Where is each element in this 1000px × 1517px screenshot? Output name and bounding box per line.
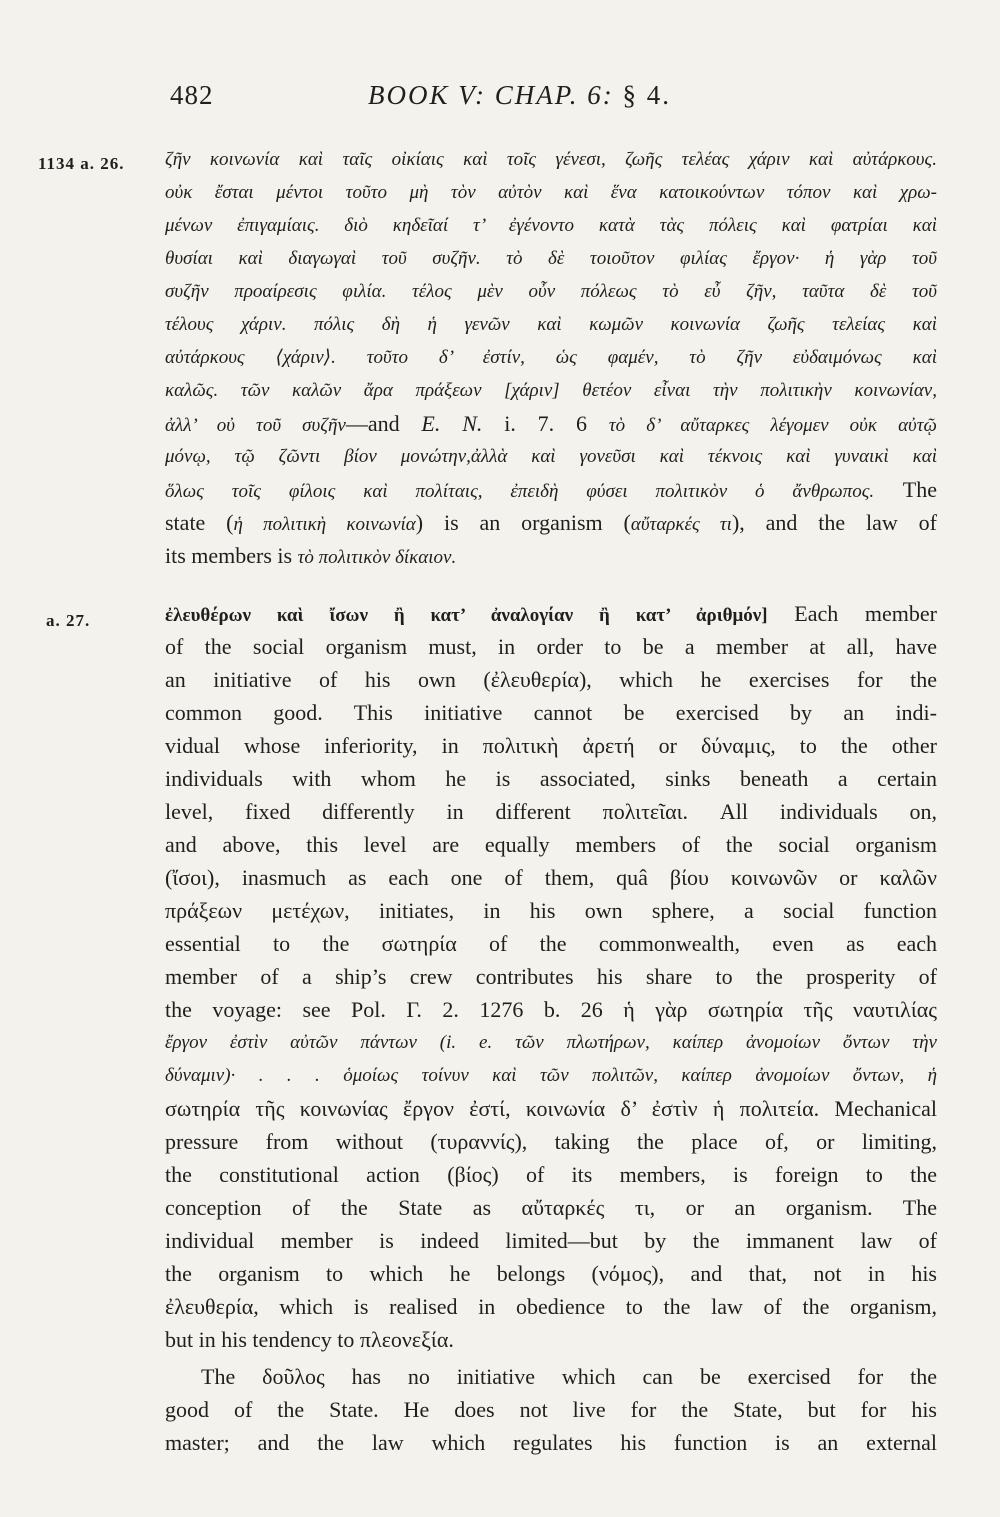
note-line: ζῆν κοινωνία καὶ ταῖς οἰκίαις καὶ τοῖς γένεσι, ζωῆς τελέας χάριν καὶ αὐτάρκους. <box>165 149 937 170</box>
work-ref: E. N. <box>421 411 483 436</box>
note-line: συζῆν προαίρεσις φιλία. τέλος μὲν οὖν πόλεως τὸ εὖ ζῆν, ταῦτα δὲ τοῦ <box>165 281 937 302</box>
note-line <box>165 506 937 539</box>
note-line: θυσίαι καὶ διαγωγαὶ τοῦ συζῆν. τὸ δὲ τοιοῦτον φιλίας ἔργον· ἡ γὰρ τοῦ <box>165 248 937 269</box>
note-line: ἐλευθερία, which is realised in obedience to the law of the organism, <box>165 1294 937 1319</box>
note-line <box>165 473 937 506</box>
note-line: the organism to which he belongs (νόμος), and that, not in his <box>165 1261 937 1286</box>
greek-text: ἀλλ’ οὐ τοῦ συζῆν <box>165 415 346 436</box>
page-number: 482 <box>170 80 214 110</box>
note-line: μένων ἐπιγαμίαις. διὸ κηδεῖαί τ’ ἐγένοντο κατὰ τὰς πόλεις καὶ φατρίαι καὶ <box>165 215 937 236</box>
note-1134a26 <box>165 143 937 572</box>
note-line: vidual whose inferiority, in πολιτικὴ ἀρετή or δύναμις, to the other <box>165 733 937 758</box>
note-line: but in his tendency to πλεονεξία. <box>165 1327 454 1352</box>
note-line: individual member is indeed limited—but by the immanent law of <box>165 1228 937 1253</box>
note-line: σωτηρία τῆς κοινωνίας ἔργον ἐστί, κοινωνία δ’ ἐστὶν ἡ πολιτεία. Mechanical <box>165 1096 937 1121</box>
lemma: ἐλευθέρων καὶ ἴσων ἢ κατ’ ἀναλογίαν ἢ κατ’ ἀριθμόν] <box>165 605 768 626</box>
note-line: the voyage: see Pol. Γ. 2. 1276 b. 26 ἡ γὰρ σωτηρία τῆς ναυτιλίας <box>165 997 937 1022</box>
note-line: τέλους χάριν. πόλις δὴ ἡ γενῶν καὶ κωμῶν κοινωνία ζωῆς τελείας καὶ <box>165 314 937 335</box>
running-title-section: § 4. <box>622 80 671 110</box>
greek-text: τὸ δ’ αὔταρκες λέγομεν οὐκ αὐτῷ <box>608 415 937 436</box>
english-text: state ( <box>165 510 234 535</box>
greek-text: ὅλως τοῖς φίλοις καὶ πολίταις, ἐπειδὴ φύσει πολιτικὸν ὁ ἄνθρωπος. <box>165 481 875 502</box>
greek-text: ἡ πολιτικὴ κοινωνία <box>233 514 416 535</box>
running-title-text: BOOK V: CHAP. 6: <box>368 80 614 110</box>
note-line: αὐτάρκους ⟨χάριν⟩. τοῦτο δ’ ἐστίν, ὡς φαμέν, τὸ ζῆν εὐδαιμόνως καὶ <box>165 347 937 368</box>
running-head <box>0 80 1000 120</box>
english-text: ) is an organism ( <box>415 510 631 535</box>
note-line: ἔργον ἐστὶν αὐτῶν πάντων (i. e. τῶν πλωτήρων, καίπερ ἀνομοίων ὄντων τὴν <box>165 1032 937 1053</box>
note-line: an initiative of his own (ἐλευθερία), which he exercises for the <box>165 667 937 692</box>
english-text: Each member <box>794 601 937 626</box>
note-a27 <box>165 597 937 1356</box>
note-line: and above, this level are equally members of the social organism <box>165 832 937 857</box>
note-line <box>165 539 937 572</box>
dash-and: —and <box>345 411 400 436</box>
note-line: μόνῳ, τῷ ζῶντι βίον μονώτην,ἀλλὰ καὶ γονεῦσι καὶ τέκνοις καὶ γυναικὶ καὶ <box>165 446 937 467</box>
english-text: ), and the law of <box>731 510 937 535</box>
note-line: οὐκ ἔσται μέντοι τοῦτο μὴ τὸν αὐτὸν καὶ ἕνα κατοικούντων τόπον καὶ χρω- <box>165 182 937 203</box>
note-line: pressure from without (τυραννίς), taking the place of, or limiting, <box>165 1129 937 1154</box>
note-line: the constitutional action (βίος) of its members, is foreign to the <box>165 1162 937 1187</box>
greek-text: τὸ πολιτικὸν δίκαιον. <box>297 547 457 568</box>
note-ref-1134a26: 1134 a. 26. <box>38 154 125 173</box>
note-line: common good. This initiative cannot be exercised by an indi- <box>165 700 937 725</box>
paragraph-line: good of the State. He does not live for the State, but for his <box>165 1397 937 1422</box>
running-title <box>368 80 671 111</box>
english-text: its members is <box>165 543 293 568</box>
note-line: individuals with whom he is associated, sinks beneath a certain <box>165 766 937 791</box>
paragraph-line: The δοῦλος has no initiative which can be exercised for the <box>201 1364 937 1389</box>
note-line: member of a ship’s crew contributes his share to the prosperity of <box>165 964 937 989</box>
paragraph-line: master; and the law which regulates his function is an external <box>165 1430 937 1455</box>
note-lemma-line <box>165 597 937 630</box>
note-line <box>165 407 937 440</box>
note-ref-a27: a. 27. <box>46 611 91 630</box>
note-line: καλῶς. τῶν καλῶν ἄρα πράξεων [χάριν] θετέον εἶναι τὴν πολιτικὴν κοινωνίαν, <box>165 380 937 401</box>
paragraph-doulos <box>165 1360 937 1459</box>
note-line: essential to the σωτηρία of the commonwealth, even as each <box>165 931 937 956</box>
greek-text: αὔταρκές τι <box>630 514 732 535</box>
note-line: δύναμιν)· . . . ὁμοίως τοίνυν καὶ τῶν πολιτῶν, καίπερ ἀνομοίων ὄντων, ἡ <box>165 1065 937 1086</box>
note-line: πράξεων μετέχων, initiates, in his own sphere, a social function <box>165 898 937 923</box>
note-line: (ἴσοι), inasmuch as each one of them, quâ βίου κοινωνῶν or καλῶν <box>165 865 937 890</box>
english-text: The <box>902 477 937 502</box>
citation-number: i. 7. 6 <box>504 411 588 436</box>
note-line: level, fixed differently in different πολιτεῖαι. All individuals on, <box>165 799 937 824</box>
note-line: conception of the State as αὔταρκές τι, or an organism. The <box>165 1195 937 1220</box>
note-line: of the social organism must, in order to be a member at all, have <box>165 634 937 659</box>
